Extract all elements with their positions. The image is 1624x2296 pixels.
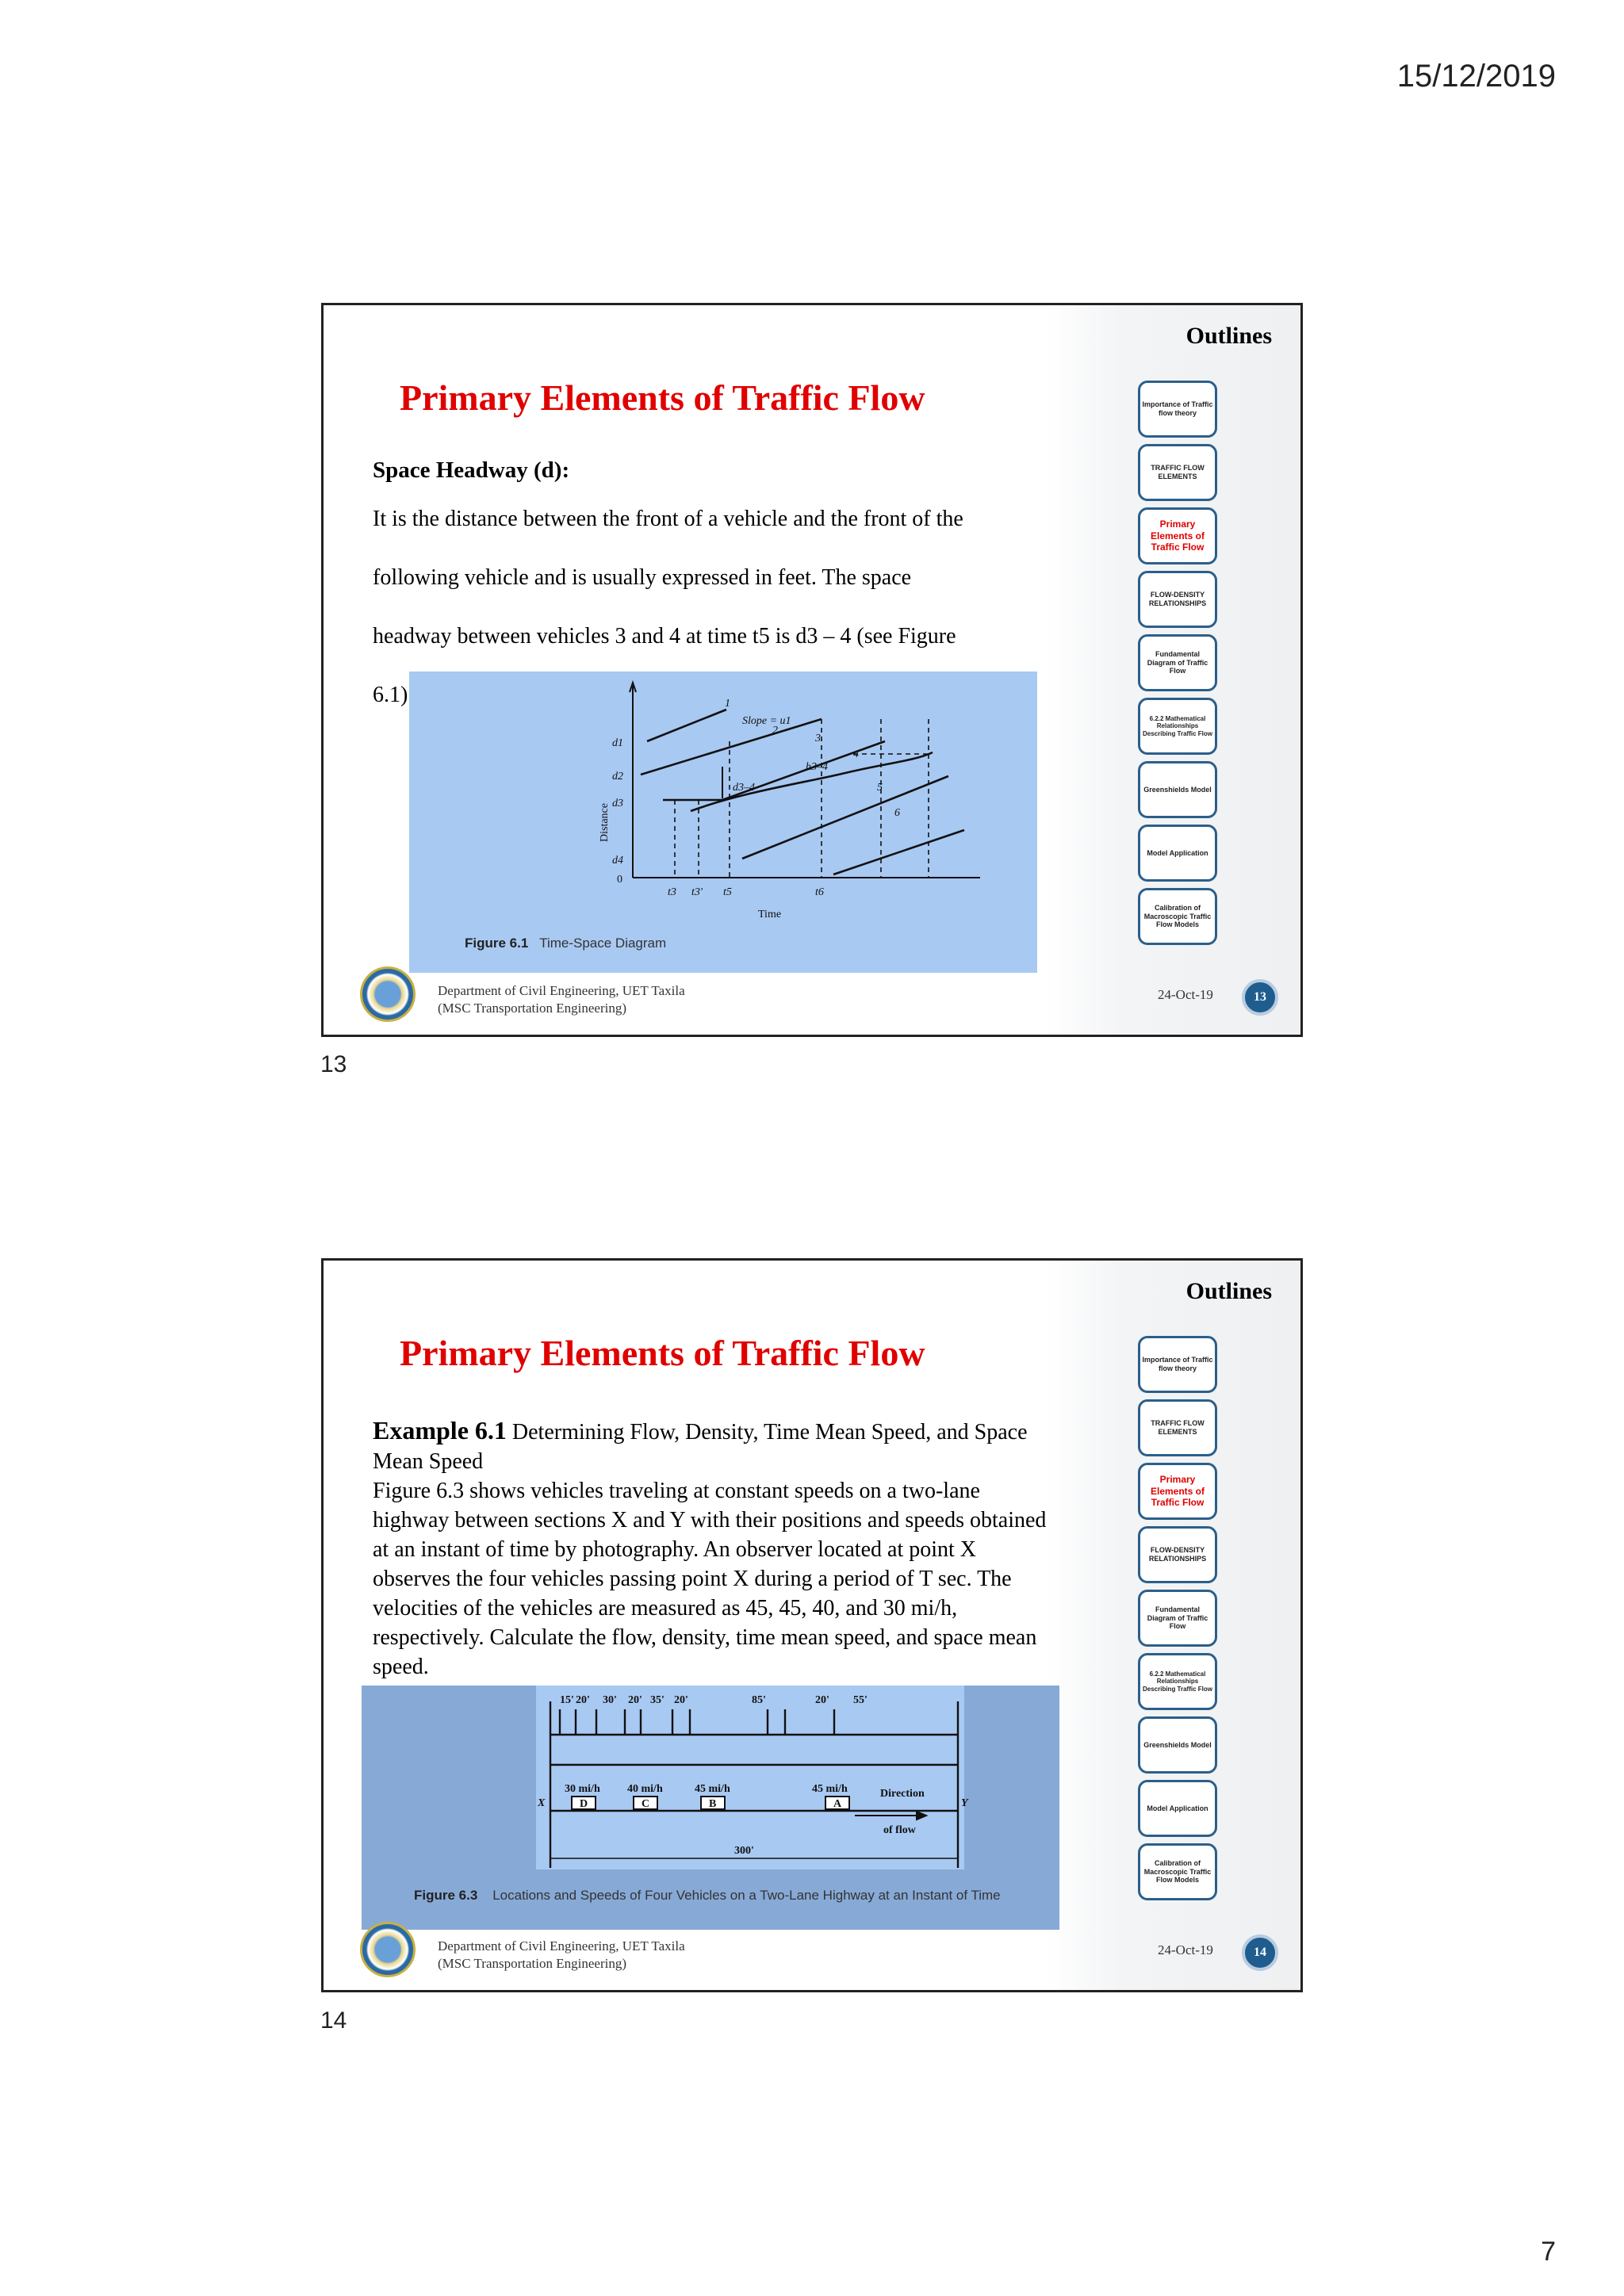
footer-date: 24-Oct-19 bbox=[1158, 1942, 1213, 1957]
nav-item-fundamental-diagram[interactable]: Fundamental Diagram of Traffic Flow bbox=[1138, 1590, 1217, 1647]
direction-label: Direction bbox=[880, 1788, 925, 1800]
label-origin: 0 bbox=[617, 874, 622, 886]
nav-item-fundamental-diagram[interactable]: Fundamental Diagram of Traffic Flow bbox=[1138, 634, 1217, 691]
label-t6: t6 bbox=[815, 886, 824, 898]
label-vehicle-3: 3 bbox=[815, 733, 821, 744]
uet-logo bbox=[360, 1922, 416, 1977]
uet-logo bbox=[360, 966, 416, 1022]
label-t3: t3 bbox=[668, 886, 676, 898]
vehicle-d-label: D bbox=[580, 1798, 588, 1810]
label-h34: h3–4 bbox=[806, 761, 828, 773]
slide-badge: 14 bbox=[1242, 1934, 1278, 1971]
total-distance-label: 300' bbox=[734, 1845, 754, 1857]
nav-item-flow-density[interactable]: FLOW-DENSITY RELATIONSHIPS bbox=[1138, 1526, 1217, 1583]
example-paragraph: Figure 6.3 shows vehicles traveling at constant speeds on a two-lane highway between sections X and Y with their positions and speeds obtained at an instant of time by photography. An observer located at point X observes the four vehicles passing point X during a period of T sec. The velocities of the vehicles are measured as 45, 45, 40, and 30 mi/h, respectively. Calculate the flow, density, time mean speed, and space mean speed. bbox=[373, 1479, 1047, 1679]
label-d1: d1 bbox=[612, 737, 623, 749]
figure-6-3-caption bbox=[414, 1887, 1048, 1904]
footer-date: 24-Oct-19 bbox=[1158, 987, 1213, 1002]
caption-label: Figure 6.3 bbox=[414, 1888, 478, 1903]
dept-name: Department of Civil Engineering, UET Taxila bbox=[438, 1938, 685, 1954]
example-text-block bbox=[373, 1416, 1047, 1682]
section-x-label: X bbox=[538, 1797, 546, 1809]
label-distance-axis: Distance bbox=[599, 803, 611, 842]
nav-item-model-application[interactable]: Model Application bbox=[1138, 825, 1217, 882]
spacing-3: 30' bbox=[603, 1694, 617, 1706]
dept-name: Department of Civil Engineering, UET Taxila bbox=[438, 982, 685, 998]
time-space-diagram bbox=[409, 672, 1037, 973]
nav-item-mathematical[interactable]: 6.2.2 Mathematical Relationships Describing Traffic Flow bbox=[1138, 1653, 1217, 1710]
outline-nav bbox=[1138, 1336, 1217, 1907]
speed-c: 40 mi/h bbox=[627, 1783, 663, 1795]
figure-6-1-caption bbox=[465, 936, 666, 951]
slide-number-13: 13 bbox=[320, 1051, 347, 1077]
label-vehicle-2: 2 bbox=[772, 725, 778, 737]
slide-subtitle: Space Headway (d): bbox=[373, 457, 570, 483]
footer-department bbox=[438, 1938, 685, 1973]
program-name: (MSC Transportation Engineering) bbox=[438, 1955, 626, 1971]
slide-number-14: 14 bbox=[320, 2007, 347, 2034]
slide-13 bbox=[321, 303, 1303, 1037]
nav-item-elements[interactable]: TRAFFIC FLOW ELEMENTS bbox=[1138, 444, 1217, 501]
vehicle-a-label: A bbox=[833, 1798, 842, 1810]
nav-item-model-application[interactable]: Model Application bbox=[1138, 1780, 1217, 1837]
spacing-6: 20' bbox=[674, 1694, 688, 1706]
speed-b: 45 mi/h bbox=[695, 1783, 730, 1795]
vehicle-locations-figure bbox=[362, 1686, 1059, 1930]
label-time-axis: Time bbox=[758, 909, 782, 920]
nav-item-importance[interactable]: Importance of Traffic flow theory bbox=[1138, 381, 1217, 438]
of-flow-label: of flow bbox=[883, 1824, 916, 1836]
trajectory-2 bbox=[641, 719, 822, 775]
spacing-2: 20' bbox=[576, 1694, 590, 1706]
label-t5: t5 bbox=[723, 886, 732, 898]
speed-a: 45 mi/h bbox=[812, 1783, 848, 1795]
label-vehicle-1: 1 bbox=[725, 698, 730, 710]
caption-label: Figure 6.1 bbox=[465, 936, 529, 951]
nav-item-calibration[interactable]: Calibration of Macroscopic Traffic Flow Models bbox=[1138, 1843, 1217, 1900]
spacing-8: 20' bbox=[815, 1694, 829, 1706]
slide-title: Primary Elements of Traffic Flow bbox=[400, 377, 925, 418]
vehicle-c-label: C bbox=[642, 1798, 650, 1810]
caption-text: Locations and Speeds of Four Vehicles on a Two-Lane Highway at an Instant of Time bbox=[492, 1888, 1001, 1903]
page-number: 7 bbox=[1541, 2237, 1556, 2267]
section-y-label: Y bbox=[961, 1797, 968, 1809]
footer-department bbox=[438, 982, 685, 1017]
body-line-2: following vehicle and is usually expressed in feet. The space bbox=[373, 565, 912, 590]
nav-item-greenshields[interactable]: Greenshields Model bbox=[1138, 1716, 1217, 1774]
speed-d: 30 mi/h bbox=[565, 1783, 600, 1795]
body-line-3: headway between vehicles 3 and 4 at time t5 is d3 – 4 (see Figure bbox=[373, 624, 956, 649]
program-name: (MSC Transportation Engineering) bbox=[438, 1000, 626, 1016]
label-vehicle-4: 4 bbox=[853, 748, 859, 760]
nav-item-elements[interactable]: TRAFFIC FLOW ELEMENTS bbox=[1138, 1399, 1217, 1456]
label-vehicle-5: 5 bbox=[877, 782, 883, 794]
trajectory-6 bbox=[833, 830, 964, 874]
label-d34: d3–4 bbox=[733, 782, 755, 794]
example-label: Example 6.1 bbox=[373, 1416, 507, 1445]
nav-item-greenshields[interactable]: Greenshields Model bbox=[1138, 761, 1217, 818]
outline-nav bbox=[1138, 381, 1217, 951]
nav-item-importance[interactable]: Importance of Traffic flow theory bbox=[1138, 1336, 1217, 1393]
outlines-heading: Outlines bbox=[1185, 1278, 1272, 1304]
label-d3: d3 bbox=[612, 798, 623, 809]
spacing-5: 35' bbox=[650, 1694, 665, 1706]
label-slope: Slope = u1 bbox=[742, 715, 791, 727]
spacing-9: 55' bbox=[853, 1694, 868, 1706]
caption-text: Time-Space Diagram bbox=[539, 936, 667, 951]
spacing-1: 15' bbox=[560, 1694, 574, 1706]
example-heading: Determining Flow, Density, Time Mean Speed, and Space Mean Speed bbox=[373, 1420, 1028, 1474]
document-date: 15/12/2019 bbox=[1396, 59, 1556, 94]
slide-14 bbox=[321, 1258, 1303, 1992]
nav-item-flow-density[interactable]: FLOW-DENSITY RELATIONSHIPS bbox=[1138, 571, 1217, 628]
body-line-1: It is the distance between the front of a vehicle and the front of the bbox=[373, 507, 963, 531]
nav-item-primary-elements[interactable]: Primary Elements of Traffic Flow bbox=[1138, 1463, 1217, 1520]
nav-item-mathematical[interactable]: 6.2.2 Mathematical Relationships Describing Traffic Flow bbox=[1138, 698, 1217, 755]
spacing-7: 85' bbox=[752, 1694, 766, 1706]
label-vehicle-6: 6 bbox=[894, 807, 900, 819]
slide-badge: 13 bbox=[1242, 979, 1278, 1016]
time-space-svg bbox=[409, 672, 1037, 973]
label-d4: d4 bbox=[612, 855, 623, 867]
trajectory-1 bbox=[647, 710, 726, 741]
vehicle-b-label: B bbox=[709, 1798, 717, 1810]
label-d2: d2 bbox=[612, 771, 623, 783]
label-t3prime: t3' bbox=[691, 886, 703, 898]
nav-item-primary-elements[interactable]: Primary Elements of Traffic Flow bbox=[1138, 507, 1217, 564]
slide-title: Primary Elements of Traffic Flow bbox=[400, 1333, 925, 1373]
spacing-4: 20' bbox=[628, 1694, 642, 1706]
figure-inner-panel bbox=[536, 1686, 964, 1869]
outlines-heading: Outlines bbox=[1185, 323, 1272, 349]
nav-item-calibration[interactable]: Calibration of Macroscopic Traffic Flow Models bbox=[1138, 888, 1217, 945]
body-line-4: 6.1) bbox=[373, 683, 408, 707]
